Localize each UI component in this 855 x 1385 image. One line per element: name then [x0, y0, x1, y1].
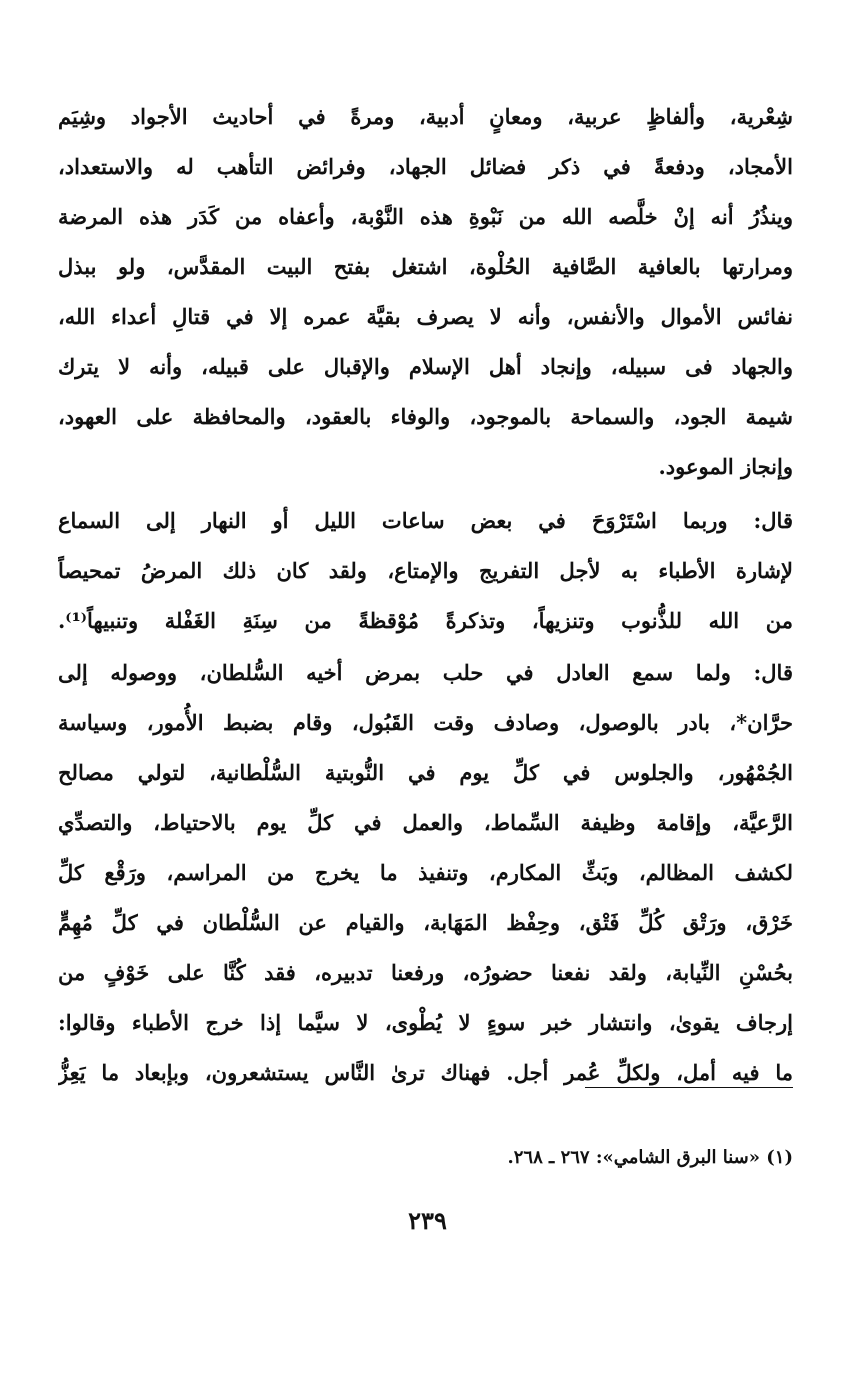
- text-line: الرَّعيَّة، وإقامة وظيفة السِّماط، والعمل في كلِّ يوم بالاحتياط، والتصدِّي: [58, 810, 793, 835]
- text-line: ما فيه أمل، ولكلِّ عُمر أجل. فهناك ترىٰ النَّاس يستشعرون، وبإبعاد ما يَعِزُّ: [58, 1060, 793, 1085]
- text-line: بحُسْنِ النِّيابة، ولقد نفعنا حضورُه، ورفعنا تدبيره، فقد كُنَّا على خَوْفٍ من: [58, 960, 793, 985]
- text-line: قال: ولما سمع العادل في حلب بمرض أخيه السُّلطان، ووصوله إلى: [58, 660, 793, 685]
- text-line: وينذُرُ أنه إنْ خلَّصه الله من نَبْوةِ هذه النَّوْبة، وأعفاه من كَدَر هذه المرضة: [58, 204, 793, 229]
- paragraph-2: [58, 496, 793, 646]
- page-number: ٢٣٩: [408, 1206, 447, 1235]
- text-line: شيمة الجود، والسماحة بالموجود، والوفاء بالعقود، والمحافظة على العهود،: [58, 404, 793, 429]
- paragraph-3: [58, 648, 793, 1098]
- footnote: (١) «سنا البرق الشامي»: ٢٦٧ ـ ٢٦٨.: [507, 1147, 793, 1168]
- text-line: والجهاد فى سبيله، وإنجاد أهل الإسلام والإقبال على قبيله، وأنه لا يترك: [58, 354, 793, 379]
- paragraph-1: [58, 92, 793, 492]
- text-line: الجُمْهُور، والجلوس في كلِّ يوم في النُّوبتية السُّلْطانية، لتولي مصالح: [58, 760, 793, 785]
- text-line: لكشف المظالم، وبَثِّ المكارم، وتنفيذ ما يخرج من المراسم، ورَقْع كلِّ: [58, 860, 793, 885]
- text-line: وإنجاز الموعود.: [658, 454, 793, 479]
- text-line: نفائس الأموال والأنفس، وأنه لا يصرف بقيَّة عمره إلا في قتالِ أعداء الله،: [58, 304, 793, 329]
- text-line: ومرارتها بالعافية الصَّافية الحُلْوة، اشتغل بفتح البيت المقدَّس، ولو ببذل: [58, 254, 793, 279]
- text-line: الأمجاد، ودفعةً في ذكر فضائل الجهاد، وفرائض التأهب له والاستعداد،: [58, 154, 793, 179]
- text-line: قال: وربما اسْتَرْوَحَ في بعض ساعات الليل أو النهار إلى السماع: [58, 508, 793, 533]
- text-line: لإشارة الأطباء به لأجل التفريج والإمتاع، ولقد كان ذلك المرضُ تمحيصاً: [58, 558, 793, 583]
- text-line: من الله للذُّنوب وتنزيهاً، وتذكرةً مُوْقظةً من سِنَةِ الغَفْلة وتنبيهاً⁽¹⁾.: [58, 608, 793, 633]
- text-line: حرَّان*، بادر بالوصول، وصادف وقت القَبُول، وقام بضبط الأُمور، وسياسة: [58, 710, 793, 735]
- text-line: إرجاف يقوىٰ، وانتشار خبر سوءٍ لا يُطْوى، لا سيَّما إذا خرج الأطباء وقالوا:: [58, 1010, 793, 1035]
- footnote-divider: [585, 1087, 793, 1088]
- text-line: خَرْق، ورَتْق كُلِّ فَتْق، وحِفْظ المَهَابة، والقيام عن السُّلْطان في كلِّ مُهِمٍّ: [58, 910, 793, 935]
- text-line: شِعْرية، وألفاظٍ عربية، ومعانٍ أدبية، ومرةً في أحاديث الأجواد وشِيَم: [58, 104, 793, 129]
